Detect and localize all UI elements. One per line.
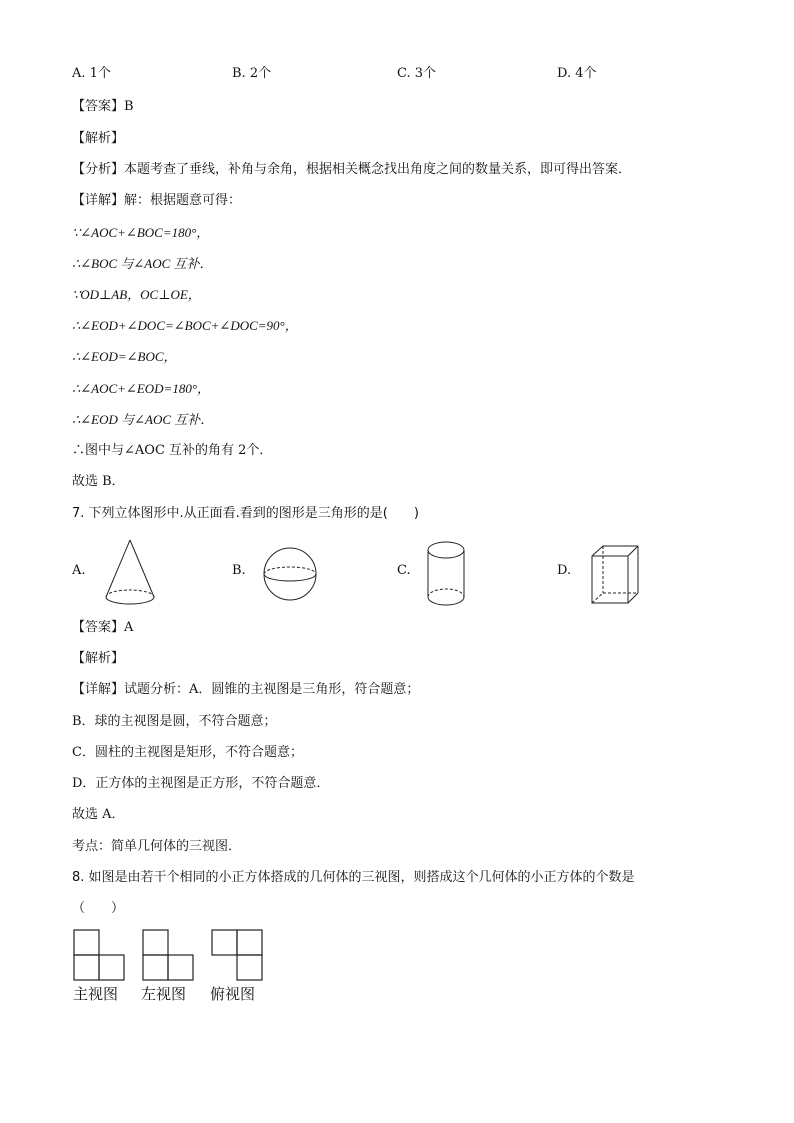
q7-answer: [72, 620, 133, 636]
q6-step: ∴∠BOC 与∠AOC 互补．: [72, 256, 213, 271]
q6-step: ∴∠EOD 与∠AOC 互补．: [72, 412, 214, 427]
q6-answer: [72, 99, 134, 115]
q7-line: 故选 A．: [72, 807, 125, 822]
answer-label: 【答案】: [72, 620, 125, 635]
cube-figure: [590, 544, 640, 606]
answer-value: A: [124, 620, 134, 635]
answer-value: B: [124, 99, 134, 114]
q6-step: ∴∠AOC+∠EOD=180°，: [72, 381, 211, 396]
option-d: D. 4个: [557, 66, 597, 81]
fig-label-a: A.: [72, 563, 86, 578]
q6-step: ∵OD⊥AB，OC⊥OE，: [72, 287, 201, 302]
q6-analysis-label: 【解析】: [72, 131, 125, 146]
fenxi-label: 【分析】: [72, 162, 125, 177]
cylinder-figure: [426, 540, 466, 608]
q8-paren: （ ）: [72, 901, 125, 916]
answer-label: 【答案】: [72, 99, 125, 114]
left-view-figure: [142, 929, 194, 981]
cone-figure: [100, 538, 160, 610]
q6-step: ∴∠EOD=∠BOC，: [72, 349, 177, 364]
q6-choose: 故选 B．: [72, 474, 125, 489]
q6-step: ∴∠EOD+∠DOC=∠BOC+∠DOC=90°，: [72, 318, 298, 333]
q7-stem: 7. 下列立体图形中.从正面看.看到的图形是三角形的是( ): [72, 506, 419, 521]
q8-stem: 8. 如图是由若干个相同的小正方体搭成的几何体的三视图，则搭成这个几何体的小正方体的个数是: [72, 870, 635, 885]
top-view-label: 俯视图: [210, 985, 256, 1003]
fig-label-b: B.: [232, 563, 246, 578]
q7-analysis-label: 【解析】: [72, 651, 125, 666]
detail-label: 【详解】: [72, 193, 125, 208]
q6-step: ∴图中与∠AOC 互补的角有 2个．: [72, 443, 273, 458]
front-view-label: 主视图: [73, 985, 119, 1003]
q7-detail: [72, 682, 419, 698]
q7-line: C．圆柱的主视图是矩形，不符合题意；: [72, 745, 303, 760]
detail-text: 试题分析：A．圆锥的主视图是三角形，符合题意；: [124, 682, 420, 697]
sphere-figure: [262, 546, 318, 602]
front-view-figure: [73, 929, 125, 981]
option-c: C. 3个: [397, 66, 437, 81]
detail-label: 【详解】: [72, 682, 125, 697]
option-a: A. 1个: [72, 66, 111, 81]
option-b: B. 2个: [232, 66, 272, 81]
top-view-figure: [211, 929, 263, 981]
fenxi-text: 本题考查了垂线，补角与余角，根据相关概念找出角度之间的数量关系，即可得出答案．: [124, 162, 632, 177]
fig-label-c: C.: [397, 563, 411, 578]
q7-line: 考点：简单几何体的三视图．: [72, 839, 242, 854]
detail-text: 解：根据题意可得：: [124, 193, 242, 208]
left-view-label: 左视图: [141, 985, 187, 1003]
fig-label-d: D.: [557, 563, 572, 578]
q7-line: B．球的主视图是圆，不符合题意；: [72, 714, 277, 729]
q6-fenxi: [72, 162, 631, 178]
q6-step: ∵∠AOC+∠BOC=180°，: [72, 225, 210, 240]
q6-detail: [72, 193, 241, 209]
q7-line: D．正方体的主视图是正方形，不符合题意．: [72, 776, 330, 791]
